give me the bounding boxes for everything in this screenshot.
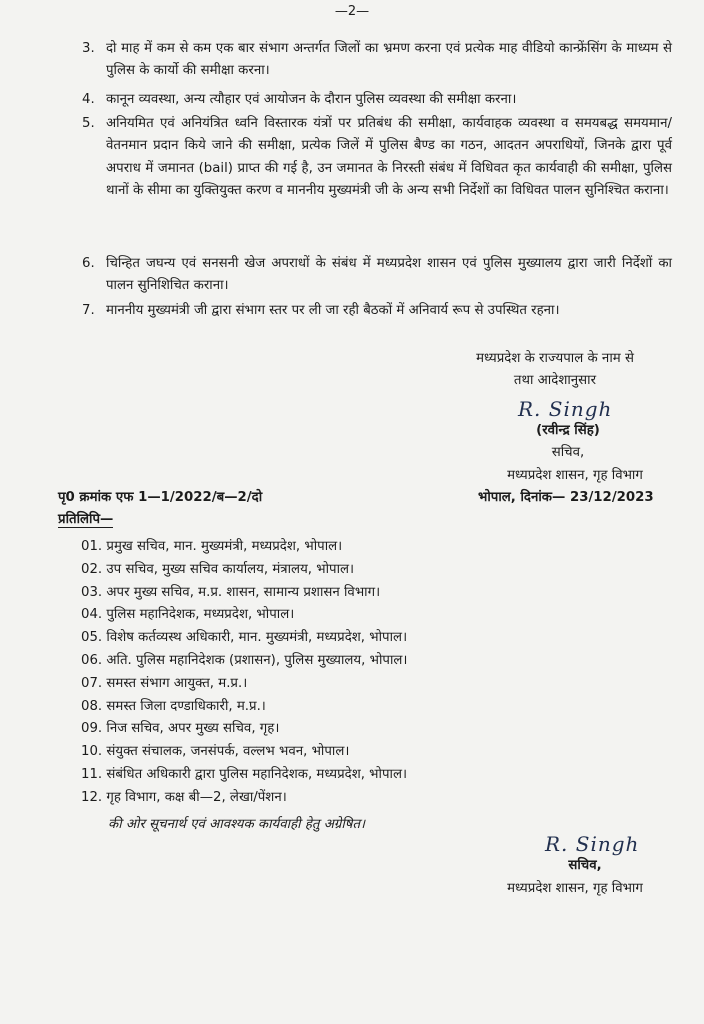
list-item [82,113,672,203]
item-number: 6. [82,256,95,271]
cc-item: 02. उप सचिव, मुख्य सचिव कार्यालय, मंत्रालय, भोपाल। [81,561,355,577]
copy-to-label [58,509,113,527]
item-text: चिन्हित जघन्य एवं सनसनी खेज अपराधों के संबंध में मध्यप्रदेश शासन एवं पुलिस मुख्यालय द्वारा जारी निर्देशों का पालन सुनिशिचित कराना। [106,256,672,294]
list-item [82,89,672,111]
signatory-department-block [470,465,680,487]
cc-item: 09. निज सचिव, अपर मुख्य सचिव, गृह। [81,721,280,737]
item-number: 3. [82,41,95,56]
item-text: कानून व्यवस्था, अन्य त्यौहार एवं आयोजन के दौरान पुलिस व्यवस्था की समीक्षा करना। [106,92,517,107]
footer-signatory-block [495,833,675,877]
footer-designation: सचिव, [568,858,602,873]
signatory-department: मध्यप्रदेश शासन, गृह विभाग [507,468,643,483]
copy-to-label-text: प्रतिलिपि— [58,512,114,527]
cc-item: 05. विशेष कर्तव्यस्थ अधिकारी, मान. मुख्यमंत्री, मध्यप्रदेश, भोपाल। [81,630,408,646]
footer-signature-image: R. Singh [545,832,640,856]
footer-department-block [470,878,680,900]
cc-item: 04. पुलिस महानिदेशक, मध्यप्रदेश, भोपाल। [81,607,295,623]
cc-item: 07. समस्त संभाग आयुक्त, म.प्र.। [81,675,248,691]
page-number: —2— [334,4,370,19]
item-number: 7. [82,303,95,318]
list-item [82,300,672,322]
item-number: 4. [82,92,95,107]
authority-block [425,348,685,392]
authority-line-1: मध्यप्रदेश के राज्यपाल के नाम से [476,351,634,366]
list-item [82,253,672,298]
cc-item: 06. अति. पुलिस महानिदेशक (प्रशासन), पुलिस मुख्यालय, भोपाल। [81,652,408,668]
cc-item: 08. समस्त जिला दण्डाधिकारी, म.प्र.। [81,698,266,714]
reference-number: पृ0 क्रमांक एफ 1—1/2022/ब—2/दो [58,490,263,505]
cc-item: 03. अपर मुख्य सचिव, म.प्र. शासन, सामान्य प्रशासन विभाग। [81,584,381,600]
item-text: दो माह में कम से कम एक बार संभाग अन्तर्गत जिलों का भ्रमण करना एवं प्रत्येक माह वीडियो कान्फ्रेंसिंग के माध्यम से पुलिस के कार्यो की समीक्षा करना। [106,41,672,79]
place-date: भोपाल, दिनांक— 23/12/2023 [478,490,654,505]
cc-item: 11. संबंधित अधिकारी द्वारा पुलिस महानिदेशक, मध्यप्रदेश, भोपाल। [81,766,408,782]
forward-note: की ओर सूचनार्थ एवं आवश्यक कार्यवाही हेतु अग्रेषित। [108,817,366,832]
list-item [82,38,672,83]
signatory-designation: सचिव, [551,445,585,460]
footer-department: मध्यप्रदेश शासन, गृह विभाग [507,881,643,896]
signatory-block [478,398,658,464]
cc-item: 12. गृह विभाग, कक्ष बी—2, लेखा/पेंशन। [81,789,287,805]
cc-item: 01. प्रमुख सचिव, मान. मुख्यमंत्री, मध्यप्रदेश, भोपाल। [81,539,343,554]
signature-image: R. Singh [518,397,613,421]
item-number: 5. [82,116,95,131]
cc-item: 10. संयुक्त संचालक, जनसंपर्क, वल्लभ भवन, भोपाल। [81,744,350,760]
signatory-name: (रवीन्द्र सिंह) [536,423,600,438]
item-text: अनियमित एवं अनियंत्रित ध्वनि विस्तारक यंत्रों पर प्रतिबंध की समीक्षा, कार्यवाहक व्यवस्था व समयबद्ध समयमान/वेतनमान प्रदान किये जाने की समीक्षा, प्रत्येक जिलें में पुलिस बैण्ड का गठन, आदतन अपराधियों, जिनके द्वारा पूर्व अपराध में जमानत (bail) प्राप्त की गई है, उन जमानत के निरस्ती संबंध में विधिवत कृत कार्यवाही की समीक्षा, पुलिस थानों के सीमा का युक्तियुक्त करण व माननीय मुख्यमंत्री जी के अन्य सभी निर्देशों का विधिवत पालन सुनिश्चित कराना। [106,116,672,199]
cc-list [81,536,681,810]
item-text: माननीय मुख्यमंत्री जी द्वारा संभाग स्तर पर ली जा रही बैठकों में अनिवार्य रूप से उपस्थित रहना। [106,303,560,318]
authority-line-2: तथा आदेशानुसार [513,373,597,388]
